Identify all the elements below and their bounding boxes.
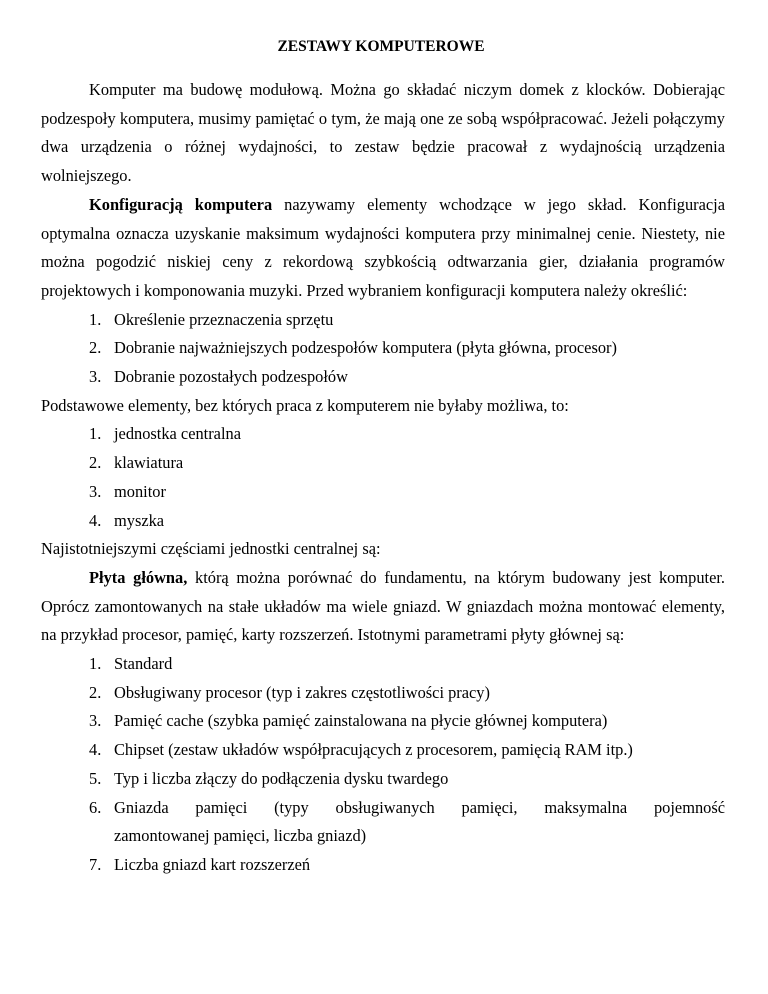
list-item: 3. Dobranie pozostałych podzespołów [89,367,348,387]
list-item: 4. myszka [89,510,165,530]
list-item: 2. klawiatura [89,453,184,473]
document-title: ZESTAWY KOMPUTEROWE [277,38,485,55]
list-item: 5. Typ i liczba złączy do podłączenia dysku twardego [89,768,449,788]
motherboard-term: Płyta główna, [89,567,188,587]
basic-elements-paragraph: Podstawowe elementy, bez których praca z komputerem nie byłaby możliwa, to: [41,395,569,415]
motherboard-text: którą można porównać do fundamentu, na którym budowany jest komputer. Oprócz zamontowanych na stałe układów ma wiele gniazd. W gniazdach można montować elementy, na przykład procesor, pamięć, karty rozszerzeń. Istotnymi parametrami płyty głównej są: [41,567,725,645]
list-item: 2. Dobranie najważniejszych podzespołów komputera (płyta główna, procesor) [89,338,617,358]
configuration-steps-list [41,306,725,392]
configuration-term: Konfiguracją komputera [89,194,273,214]
list-item: 1. Określenie przeznaczenia sprzętu [89,309,334,329]
list-item: 4. Chipset (zestaw układów współpracujących z procesorem, pamięcią RAM itp.) [89,740,633,760]
central-unit-paragraph: Najistotniejszymi częściami jednostki centralnej są: [41,539,381,559]
intro-paragraph: Komputer ma budowę modułową. Można go składać niczym domek z klocków. Dobierając podzespoły komputera, musimy pamiętać o tym, że mają one ze sobą współpracować. Jeżeli połączymy dwa urządzenia o różnej wydajności, to zestaw będzie pracował z wydajnością urządzenia wolniejszego. [41,80,725,186]
list-item: 3. Pamięć cache (szybka pamięć zainstalowana na płycie głównej komputera) [89,711,608,731]
motherboard-parameters-list [41,650,725,880]
configuration-paragraph [41,191,725,306]
list-item: 1. jednostka centralna [89,424,241,444]
list-item: 2. Obsługiwany procesor (typ i zakres częstotliwości pracy) [89,682,490,702]
list-item: 1. Standard [89,654,173,674]
configuration-text: nazywamy elementy wchodzące w jego skład. Konfiguracja optymalna oznacza uzyskanie maksimum wydajności komputera przy minimalnej cenie. Niestety, nie można pogodzić niskiej ceny z rekordową szybkością odtwarzania gier, działania programów projektowych i komponowania muzyki. Przed wybraniem konfiguracji komputera należy określić: [41,194,725,300]
list-item: 3. monitor [89,481,166,501]
motherboard-paragraph [41,564,725,650]
list-item: 7. Liczba gniazd kart rozszerzeń [89,854,311,874]
basic-elements-list [41,420,725,535]
list-item: 6. Gniazda pamięci (typy obsługiwanych pamięci, maksymalna pojemność zamontowanej pamięci, liczba gniazd) [89,797,725,846]
